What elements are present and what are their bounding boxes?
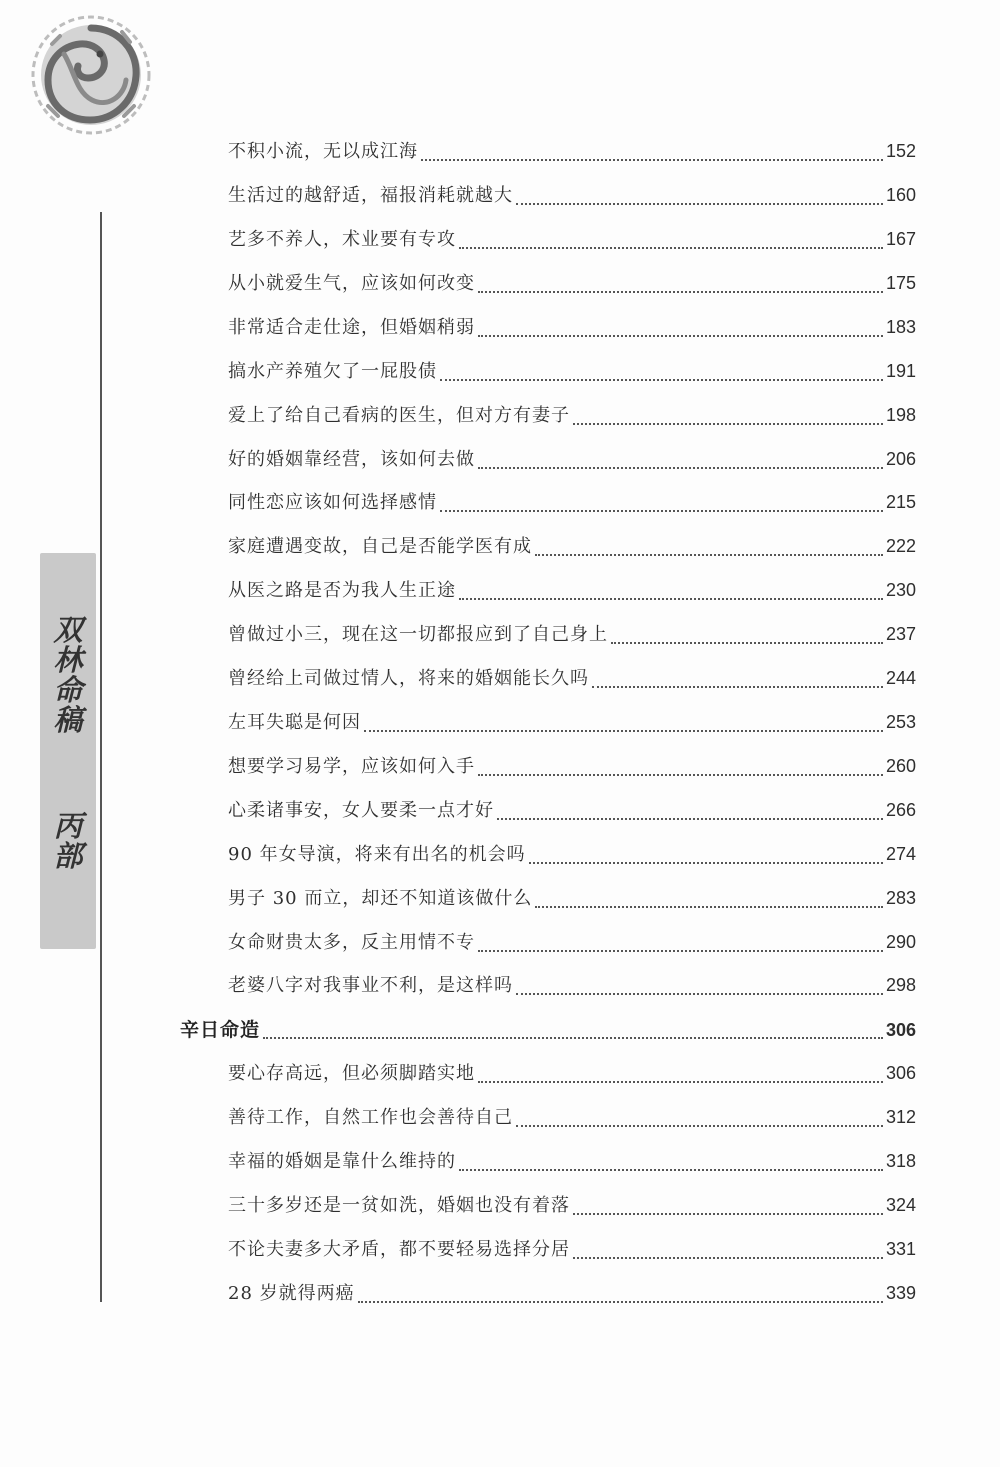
toc-leader: [592, 686, 883, 688]
toc-section-entry[interactable]: [180, 1015, 916, 1047]
toc-entry-title: 从医之路是否为我人生正途: [228, 580, 456, 601]
toc-entry-title: 男子 30 而立，却还不知道该做什么: [228, 888, 533, 909]
toc-page-number: 206: [885, 449, 916, 469]
book-title-char: 稿: [53, 703, 83, 737]
toc-entry[interactable]: [228, 357, 916, 389]
toc-leader: [535, 554, 883, 556]
toc-section-title: 辛日命造: [180, 1019, 261, 1041]
toc-leader: [263, 1037, 883, 1039]
toc-entry-title: 搞水产养殖欠了一屁股债: [228, 361, 437, 382]
toc-entry[interactable]: [228, 752, 916, 784]
book-title-char: 命: [53, 673, 83, 707]
toc-page-number: 183: [885, 317, 916, 337]
toc-entry-title: 幸福的婚姻是靠什么维持的: [228, 1151, 456, 1172]
toc-entry-title: 善待工作，自然工作也会善待自己: [228, 1107, 513, 1128]
toc-entry[interactable]: [228, 313, 916, 345]
toc-leader: [529, 862, 883, 864]
part-label-char: 部: [53, 839, 83, 873]
toc-entry-title: 生活过的越舒适，福报消耗就越大: [228, 185, 513, 206]
toc-entry-title: 曾经给上司做过情人，将来的婚姻能长久吗: [228, 668, 589, 689]
toc-entry[interactable]: [228, 840, 916, 872]
toc-entry-title: 28 岁就得两癌: [228, 1283, 355, 1304]
toc-entry[interactable]: [228, 1279, 916, 1311]
toc-entry-title: 家庭遭遇变故，自己是否能学医有成: [228, 536, 532, 557]
toc-leader: [478, 774, 883, 776]
toc-entry[interactable]: [228, 576, 916, 608]
toc-leader: [478, 1081, 883, 1083]
toc-entry[interactable]: [228, 445, 916, 477]
book-title: [40, 615, 96, 735]
toc-leader: [611, 642, 883, 644]
toc-leader: [459, 1169, 883, 1171]
toc-page-number: 237: [885, 624, 916, 644]
toc-leader: [573, 1213, 883, 1215]
toc-page-number: 324: [885, 1195, 916, 1215]
toc-entry[interactable]: [228, 137, 916, 169]
toc-entry[interactable]: [228, 1191, 916, 1223]
toc-entry[interactable]: [228, 532, 916, 564]
toc-leader: [459, 598, 883, 600]
toc-entry[interactable]: [228, 1147, 916, 1179]
toc-entry-title: 不积小流，无以成江海: [228, 141, 418, 162]
toc-leader: [516, 203, 883, 205]
book-title-char: 林: [53, 643, 83, 677]
toc-page-number: 312: [885, 1107, 916, 1127]
toc-leader: [573, 1257, 883, 1259]
toc-leader: [459, 247, 883, 249]
toc-entry-title: 女命财贵太多，反主用情不专: [228, 932, 475, 953]
toc-page-number: 306: [885, 1063, 916, 1083]
toc-page-number: 152: [885, 141, 916, 161]
toc-leader: [516, 993, 883, 995]
toc-entry-title: 老婆八字对我事业不利，是这样吗: [228, 975, 513, 996]
toc-page-number: 274: [885, 844, 916, 864]
toc-page-number: 222: [885, 536, 916, 556]
toc-entry-title: 好的婚姻靠经营，该如何去做: [228, 449, 475, 470]
book-title-char: 双: [53, 613, 83, 647]
toc-leader: [478, 291, 883, 293]
toc-page-number: 167: [885, 229, 916, 249]
toc-page-number: 339: [885, 1283, 916, 1303]
toc-leader: [478, 950, 883, 952]
toc-entry[interactable]: [228, 269, 916, 301]
toc-leader: [440, 510, 883, 512]
toc-entry[interactable]: [228, 225, 916, 257]
toc-entry[interactable]: [228, 620, 916, 652]
toc-entry-title: 不论夫妻多大矛盾，都不要轻易选择分居: [228, 1239, 570, 1260]
toc-page-number: 191: [885, 361, 916, 381]
toc-page-number: 331: [885, 1239, 916, 1259]
side-tab: [40, 553, 96, 949]
toc-page-number: 260: [885, 756, 916, 776]
dragon-emblem-icon: [30, 14, 152, 136]
toc-entry[interactable]: [228, 928, 916, 960]
toc-entry[interactable]: [228, 1235, 916, 1267]
toc-entry[interactable]: [228, 1059, 916, 1091]
toc-page-number: 230: [885, 580, 916, 600]
part-label: [40, 811, 96, 871]
toc-leader: [573, 423, 883, 425]
toc-leader: [535, 906, 883, 908]
toc-page-number: 290: [885, 932, 916, 952]
toc-page-number: 215: [885, 492, 916, 512]
toc-page-number: 266: [885, 800, 916, 820]
toc-leader: [478, 335, 883, 337]
toc-entry[interactable]: [228, 708, 916, 740]
toc-page-number: 283: [885, 888, 916, 908]
toc-entry-title: 从小就爱生气，应该如何改变: [228, 273, 475, 294]
toc-entry-title: 同性恋应该如何选择感情: [228, 492, 437, 513]
toc-leader: [440, 379, 883, 381]
toc-entry[interactable]: [228, 401, 916, 433]
toc-leader: [478, 467, 883, 469]
toc-leader: [421, 159, 883, 161]
toc-entry-title: 左耳失聪是何因: [228, 712, 361, 733]
toc-page-number: 306: [885, 1020, 916, 1040]
toc-entry-title: 艺多不养人，术业要有专攻: [228, 229, 456, 250]
toc-entry-title: 爱上了给自己看病的医生，但对方有妻子: [228, 405, 570, 426]
toc-page-number: 198: [885, 405, 916, 425]
toc-page-number: 298: [885, 975, 916, 995]
toc-leader: [497, 818, 883, 820]
toc-page-number: 175: [885, 273, 916, 293]
toc-entry-title: 90 年女导演，将来有出名的机会吗: [228, 844, 526, 865]
toc-entry[interactable]: [228, 884, 916, 916]
toc-entry[interactable]: [228, 181, 916, 213]
toc-leader: [516, 1125, 883, 1127]
toc-page-number: 244: [885, 668, 916, 688]
part-label-char: 丙: [53, 809, 83, 843]
toc-entry-title: 要心存高远，但必须脚踏实地: [228, 1063, 475, 1084]
toc-entry-title: 心柔诸事安，女人要柔一点才好: [228, 800, 494, 821]
toc-leader: [358, 1301, 883, 1303]
toc-entry[interactable]: [228, 664, 916, 696]
toc-entry-title: 曾做过小三，现在这一切都报应到了自己身上: [228, 624, 608, 645]
toc-entry-title: 三十多岁还是一贫如洗，婚姻也没有着落: [228, 1195, 570, 1216]
toc-leader: [364, 730, 883, 732]
toc-entry-title: 想要学习易学，应该如何入手: [228, 756, 475, 777]
toc-page-number: 160: [885, 185, 916, 205]
toc-entry-title: 非常适合走仕途，但婚姻稍弱: [228, 317, 475, 338]
toc-page-number: 253: [885, 712, 916, 732]
toc-entry[interactable]: [228, 971, 916, 1003]
toc-entry[interactable]: [228, 1103, 916, 1135]
margin-rule: [100, 212, 102, 1302]
toc-entry[interactable]: [228, 796, 916, 828]
toc-entry[interactable]: [228, 488, 916, 520]
toc-page-number: 318: [885, 1151, 916, 1171]
